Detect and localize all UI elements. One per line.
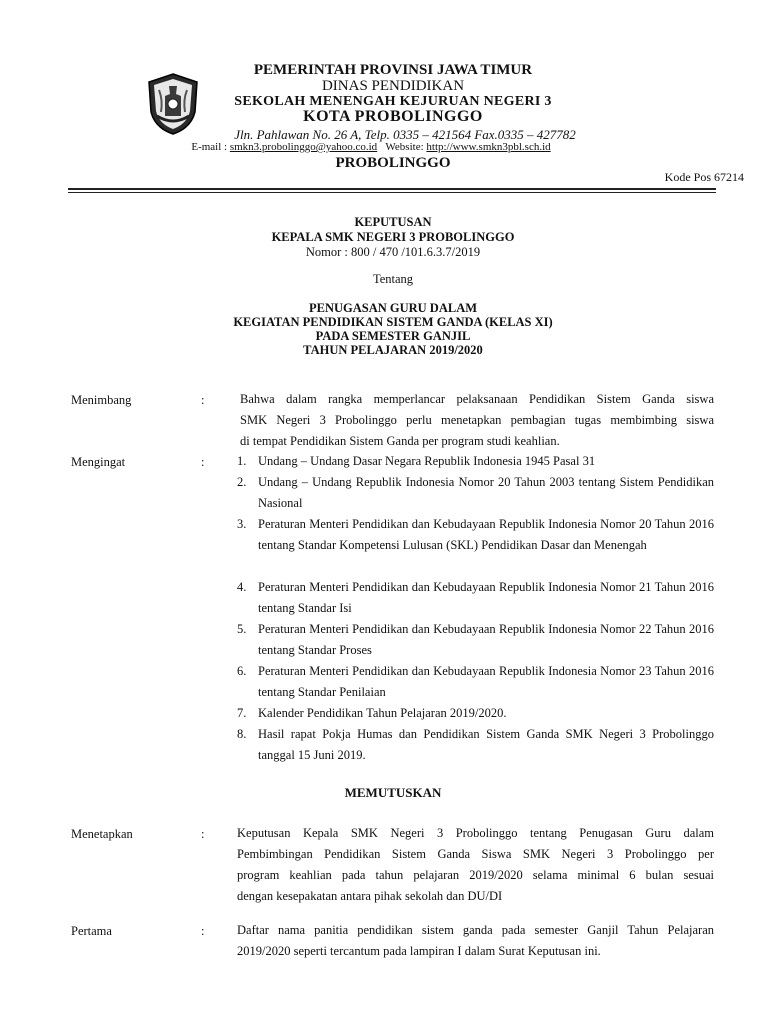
- list-item: [237, 703, 714, 724]
- list-item: [237, 451, 714, 472]
- list-item: [237, 514, 714, 556]
- list-item-number: 5.: [237, 622, 247, 636]
- decree-title: KEPUTUSAN: [354, 215, 432, 229]
- list-item: [237, 472, 714, 514]
- letterhead-agency: DINAS PENDIDIKAN: [321, 78, 465, 94]
- list-item: [237, 577, 714, 619]
- website-label: Website:: [385, 141, 424, 153]
- menimbang-label: Menimbang: [71, 393, 132, 407]
- menetapkan-line: Pembimbingan Pendidikan Sistem Ganda Siswa SMK Negeri 3 Probolinggo per: [237, 847, 714, 861]
- list-item-number: 2.: [237, 475, 247, 489]
- list-item-number: 1.: [237, 454, 247, 468]
- mengingat-label: Mengingat: [71, 455, 126, 469]
- decree-about: Tentang: [372, 272, 414, 286]
- decree-number: Nomor : 800 / 470 /101.6.3.7/2019: [305, 245, 481, 259]
- list-item-text: Peraturan Menteri Pendidikan dan Kebudayaan Republik Indonesia Nomor 20 Tahun 2016 tentang Standar Kompetensi Lulusan (SKL) Pendidikan Dasar dan Menengah: [258, 517, 714, 552]
- postal-code: Kode Pos 67214: [664, 170, 744, 184]
- website-link[interactable]: http://www.smkn3pbl.sch.id: [426, 141, 551, 153]
- decree-topic-line: PADA SEMESTER GANJIL: [315, 329, 471, 343]
- menetapkan-label: Menetapkan: [71, 827, 133, 841]
- letterhead-divider-thick: [68, 188, 716, 190]
- menimbang-line: Bahwa dalam rangka memperlancar pelaksanaan Pendidikan Sistem Ganda siswa: [240, 392, 714, 406]
- list-item-text: Undang – Undang Dasar Negara Republik Indonesia 1945 Pasal 31: [258, 454, 596, 468]
- menimbang-line: di tempat Pendidikan Sistem Ganda per program studi keahlian.: [240, 434, 560, 448]
- list-item-number: 8.: [237, 727, 247, 741]
- list-item-number: 4.: [237, 580, 247, 594]
- list-item: [237, 661, 714, 703]
- menetapkan-line: program keahlian pada tahun pelajaran 2019/2020 selama minimal 6 bulan sesuai: [237, 868, 714, 882]
- decree-topic-line: KEGIATAN PENDIDIKAN SISTEM GANDA (KELAS XI): [233, 315, 553, 329]
- pertama-colon: :: [201, 924, 205, 938]
- pertama-line: Daftar nama panitia pendidikan sistem ganda pada semester Ganjil Tahun Pelajaran: [237, 923, 714, 937]
- list-item-number: 7.: [237, 706, 247, 720]
- letterhead-school: SEKOLAH MENENGAH KEJURUAN NEGERI 3: [234, 94, 552, 109]
- list-item-text: Kalender Pendidikan Tahun Pelajaran 2019/2020.: [258, 706, 507, 720]
- menimbang-text: [240, 389, 714, 452]
- mengingat-colon: :: [201, 455, 205, 469]
- letterhead-divider-thin: [68, 192, 716, 193]
- letterhead-city: KOTA PROBOLINGGO: [303, 108, 483, 125]
- letterhead-address: Jln. Pahlawan No. 26 A, Telp. 0335 – 421564 Fax.0335 – 427782: [234, 127, 576, 142]
- letterhead-city-bold: PROBOLINGGO: [335, 155, 451, 171]
- mengingat-list: [237, 451, 714, 771]
- list-item: [237, 724, 714, 766]
- decree-topic-line: TAHUN PELAJARAN 2019/2020: [303, 343, 483, 357]
- pertama-line: 2019/2020 seperti tercantum pada lampiran I dalam Surat Keputusan ini.: [237, 944, 601, 958]
- menetapkan-line: Keputusan Kepala SMK Negeri 3 Probolinggo tentang Penugasan Guru dalam: [237, 826, 714, 840]
- list-item-text: Peraturan Menteri Pendidikan dan Kebudayaan Republik Indonesia Nomor 21 Tahun 2016 tentang Standar Isi: [258, 580, 714, 615]
- list-item-number: 3.: [237, 517, 247, 531]
- letterhead-province: PEMERINTAH PROVINSI JAWA TIMUR: [253, 62, 533, 78]
- menimbang-line: SMK Negeri 3 Probolinggo perlu menetapkan pembagian tugas membimbing siswa: [240, 413, 714, 427]
- menetapkan-text: [237, 823, 714, 907]
- memutuskan-heading: MEMUTUSKAN: [344, 785, 442, 800]
- list-item-number: 6.: [237, 664, 247, 678]
- list-item-text: Undang – Undang Republik Indonesia Nomor 20 Tahun 2003 tentang Sistem Pendidikan Nasional: [258, 475, 714, 510]
- menimbang-colon: :: [201, 393, 205, 407]
- decree-subtitle: KEPALA SMK NEGERI 3 PROBOLINGGO: [271, 230, 515, 244]
- list-item-text: Peraturan Menteri Pendidikan dan Kebudayaan Republik Indonesia Nomor 22 Tahun 2016 tentang Standar Proses: [258, 622, 714, 657]
- pertama-text: [237, 920, 714, 962]
- decree-topic-line: PENUGASAN GURU DALAM: [308, 301, 478, 315]
- email-label: E-mail :: [191, 141, 228, 153]
- menetapkan-colon: :: [201, 827, 205, 841]
- email-link[interactable]: smkn3.probolinggo@yahoo.co.id: [229, 141, 378, 153]
- list-item: [237, 619, 714, 661]
- menetapkan-line: dengan kesepakatan antara pihak sekolah dan DU/DI: [237, 889, 503, 903]
- list-item-text: Peraturan Menteri Pendidikan dan Kebudayaan Republik Indonesia Nomor 23 Tahun 2016 tentang Standar Penilaian: [258, 664, 714, 699]
- pertama-label: Pertama: [71, 924, 112, 938]
- list-item-text: Hasil rapat Pokja Humas dan Pendidikan Sistem Ganda SMK Negeri 3 Probolinggo tanggal 15 Juni 2019.: [258, 727, 714, 762]
- letterhead-contact: [0, 141, 764, 153]
